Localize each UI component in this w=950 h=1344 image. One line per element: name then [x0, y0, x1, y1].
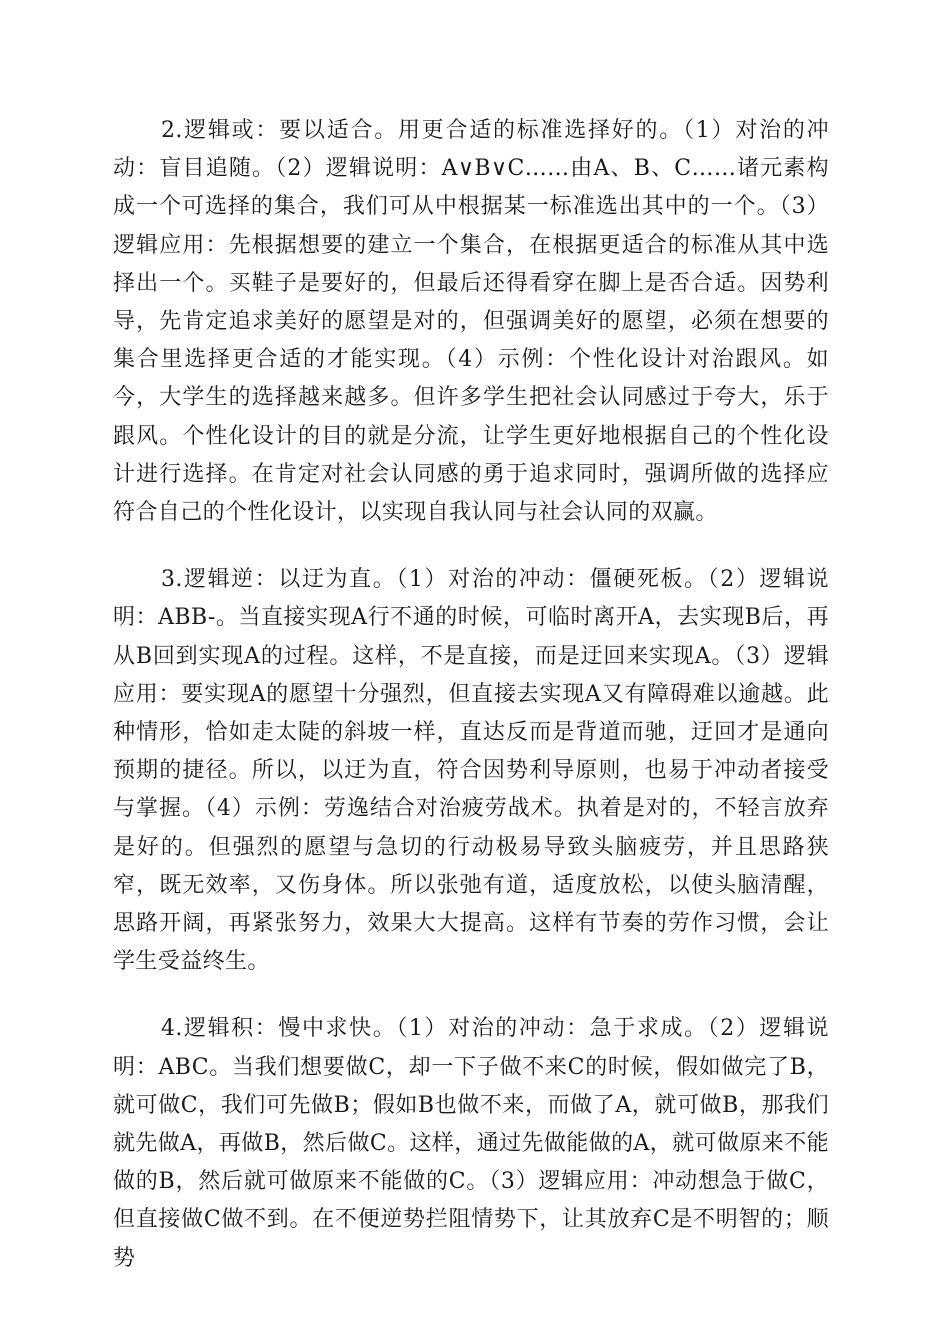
document-body — [113, 112, 829, 1278]
paragraph-logic-inverse: 3.逻辑逆：以迂为直。（1）对治的冲动：僵硬死板。（2）逻辑说明：ABB-。当直接实现A行不通的时候，可临时离开A，去实现B后，再从B回到实现A的过程。这样，不是直接，而是迂回来实现A。（3）逻辑应用：要实现A的愿望十分强烈，但直接去实现A又有障碍难以逾越。此种情形，恰如走太陡的斜坡一样，直达反而是背道而驰，迂回才是通向预期的捷径。所以，以迂为直，符合因势利导原则，也易于冲动者接受与掌握。（4）示例：劳逸结合对治疲劳战术。执着是对的，不轻言放弃是好的。但强烈的愿望与急切的行动极易导致头脑疲劳，并且思路狭窄，既无效率，又伤身体。所以张弛有道，适度放松，以使头脑清醒，思路开阔，再紧张努力，效果大大提高。这样有节奏的劳作习惯，会让学生受益终生。 — [113, 567, 829, 975]
paragraph-logic-product: 4.逻辑积：慢中求快。（1）对治的冲动：急于求成。（2）逻辑说明：ABC。当我们想要做C，却一下子做不来C的时候，假如做完了B，就可做C，我们可先做B；假如B也做不来，而做了A，就可做B，那我们就先做A，再做B，然后做C。这样，通过先做能做的A，就可做原来不能做的B，然后就可做原来不能做的C。（3）逻辑应用：冲动想急于做C，但直接做C做不到。在不便逆势拦阻情势下，让其放弃C是不明智的；顺势 — [113, 1016, 829, 1271]
paragraph-logic-or: 2.逻辑或：要以适合。用更合适的标准选择好的。（1）对治的冲动：盲目追随。（2）逻辑说明：A∨B∨C……由A、B、C……诸元素构成一个可选择的集合，我们可从中根据某一标准选出其中的一个。（3）逻辑应用：先根据想要的建立一个集合，在根据更适合的标准从其中选择出一个。买鞋子是要好的，但最后还得看穿在脚上是否合适。因势利导，先肯定追求美好的愿望是对的，但强调美好的愿望，必须在想要的集合里选择更合适的才能实现。（4）示例：个性化设计对治跟风。如今，大学生的选择越来越多。但许多学生把社会认同感过于夸大，乐于跟风。个性化设计的目的就是分流，让学生更好地根据自己的个性化设计进行选择。在肯定对社会认同感的勇于追求同时，强调所做的选择应符合自己的个性化设计，以实现自我认同与社会认同的双赢。 — [113, 118, 829, 526]
